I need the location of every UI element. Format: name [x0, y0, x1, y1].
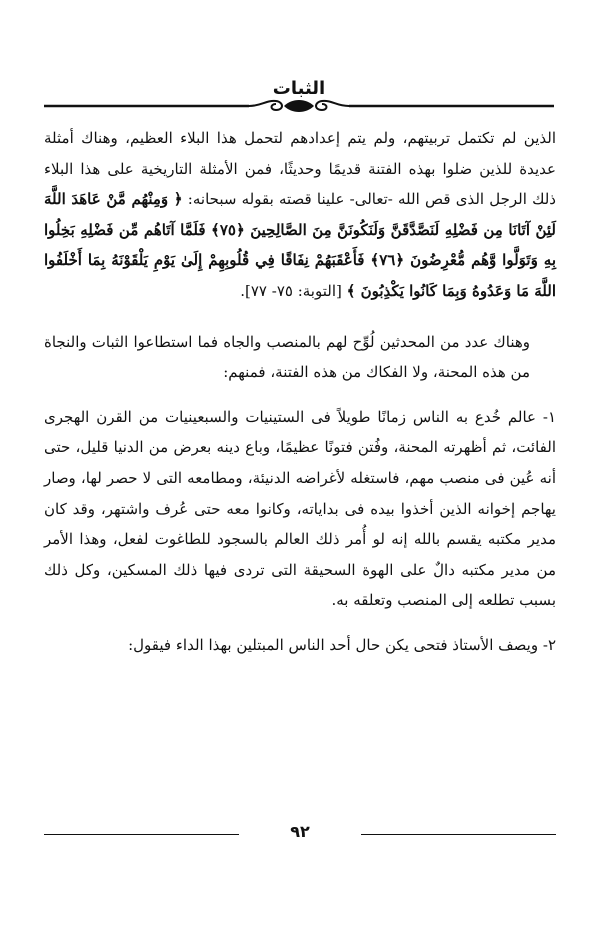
paragraph-2: وهناك عدد من المحدثين لُوِّح لهم بالمنصب والجاه فما استطاعوا الثبات والنجاة من هذه المحنة، ولا الفكاك من هذه الفتنة، فمنهم: — [44, 332, 530, 382]
paragraph-1-intro: الذين لم تكتمل تربيتهم، ولم يتم إعدادهم لتحمل هذا البلاء العظيم، وهناك أمثلة عديدة للذين ضلوا بهذه الفتنة قديمًا وحديثًا، فمن الأمثلة التاريخية على هذا البلاء ذلك الرجل الذى قص الله -تعالى- علينا قصته بقوله سبحانه: — [44, 129, 556, 209]
paragraph-3: ١- عالم خُدع به الناس زمانًا طويلاً فى الستينيات والسبعينيات من القرن الهجرى الفائت، ثم أظهرته المحنة، وفُتن فتونًا عظيمًا، وباع دينه بعرض من الدنيا قليل، حتى أنه عُين فى منصب مهم، فاستغله لأغراضه الدنيئة، ومطامعه التى لا حصر لها، وصار يهاجم إخوانه الذين أخذوا بيده فى بداياته، وكانوا معه حتى عُرف واشتهر، وقد كان مدير مكتبه يقسم بالله إنه لو أُمر ذلك العالم بالسجود للطاغوت لفعل، وهذا الأمر من مدير مكتبه دالٌ على الهوة السحيقة التى تردى فيها ذلك المسكين، وكل ذلك بسبب تطلعه إلى المنصب وتعلقه به. — [44, 407, 556, 610]
paragraph-4: ٢- ويصف الأستاذ فتحى يكن حال أحد الناس المبتلين بهذا الداء فيقول: — [128, 635, 556, 654]
page-number: ٩٢ — [290, 822, 310, 841]
quran-verse: ﴿ وَمِنْهُم مَّنْ عَاهَدَ اللَّهَ لَئِنْ آتَانَا مِن فَضْلِهِ لَنَصَّدَّقَنَّ وَلَنَكُونَنَّ مِنَ الصَّالِحِينَ ﴿٧٥﴾ فَلَمَّا آتَاهُم مِّن فَضْلِهِ بَخِلُوا بِهِ وَتَوَلَّوا وَّهُم مُّعْرِضُونَ ﴿٧٦﴾ فَأَعْقَبَهُمْ نِفَاقًا فِي قُلُوبِهِمْ إِلَىٰ يَوْمِ يَلْقَوْنَهُ بِمَا أَخْلَفُوا اللَّهَ مَا وَعَدُوهُ وَبِمَا كَانُوا يَكْذِبُونَ ﴾ — [44, 190, 557, 300]
quran-reference: [التوبة: ٧٥- ٧٧]. — [240, 281, 347, 300]
header-title: الثبات — [272, 78, 326, 99]
page-body — [44, 123, 556, 661]
page-header — [44, 78, 554, 128]
paragraph-1 — [44, 123, 556, 307]
header-ornament — [44, 98, 554, 114]
page-footer — [44, 822, 556, 846]
